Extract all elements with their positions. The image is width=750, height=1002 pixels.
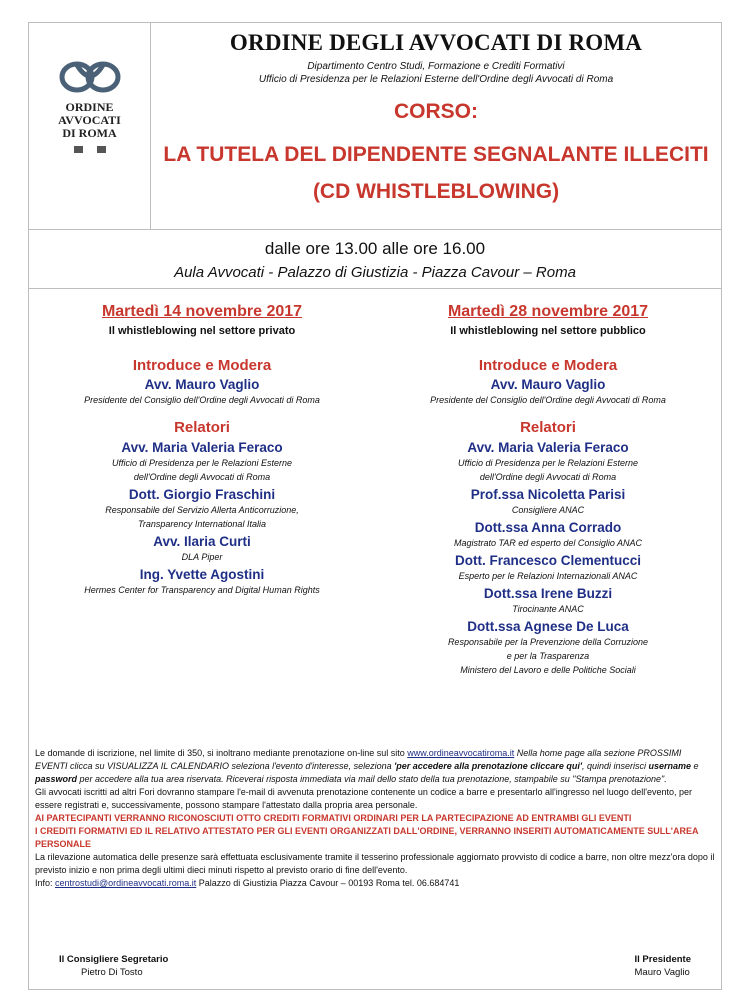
intro-label: Introduce e Modera — [132, 357, 272, 374]
registration-paragraph: Le domande di iscrizione, nel limite di 350, si inoltrano mediante prenotazione on-line sul sito www.ordineavvocatiroma.it Nella home page alla sezione PROSSIMI EVENTI clicca su VISUALIZZA IL CALENDARIO seleziona l'evento d'interesse, seleziona 'per accedere alla prenotazione cliccare qui', quindi inserisci username e password per accedere alla tua area riservata. Riceverai risposta immediata via mail dello stato della tua prenotazione, stampabile su "Stampa prenotazione". — [35, 748, 699, 784]
logo-line-1: ORDINE — [65, 100, 114, 114]
speaker — [29, 567, 375, 596]
moderator-name: Avv. Mauro Vaglio — [144, 377, 260, 392]
speaker-desc: Ufficio di Presidenza per le Relazioni Esterne — [111, 458, 293, 468]
speaker-desc: dell'Ordine degli Avvocati di Roma — [479, 472, 617, 482]
speaker-desc: Hermes Center for Transparency and Digital Human Rights — [84, 585, 320, 595]
president-signature: Il Presidente Mauro Vaglio — [634, 954, 691, 978]
dept-line-1: Dipartimento Centro Studi, Formazione e Crediti Formativi — [307, 61, 565, 72]
speaker-desc: Esperto per le Relazioni Internazionali ANAC — [458, 571, 638, 581]
speaker-name: Avv. Maria Valeria Feraco — [467, 440, 629, 455]
speaker-desc: Responsabile del Servizio Allerta Anticorruzione, — [105, 505, 299, 515]
event-topic: Il whistleblowing nel settore privato — [108, 325, 296, 337]
speaker-desc: Transparency International Italia — [138, 519, 266, 529]
venue: Aula Avvocati - Palazzo di Giustizia - Piazza Cavour – Roma — [174, 264, 576, 281]
speaker-name: Dott. Giorgio Fraschini — [128, 487, 276, 502]
course-subtitle: (CD WHISTLEBLOWING) — [312, 180, 560, 203]
logo-line-3: DI ROMA — [62, 126, 117, 140]
department — [151, 60, 721, 86]
speaker-desc: Consigliere ANAC — [511, 505, 585, 515]
speaker — [375, 553, 721, 582]
secretary-signature: Il Consigliere Segretario Pietro Di Tosto — [59, 954, 169, 978]
other-fori-paragraph: Gli avvocati iscritti ad altri Fori dovranno stampare l'e-mail di avvenuta prenotazione contenente un codice a barre e presentarlo all'ingresso nel luogo dell'evento, per essere registrati e, successivamente, possono stampare l'attestato dalla propria area personale. — [35, 787, 693, 810]
speaker-name: Avv. Maria Valeria Feraco — [121, 440, 283, 455]
event-topic: Il whistleblowing nel settore pubblico — [450, 325, 646, 337]
ordine-logo-icon — [57, 57, 123, 97]
speaker — [375, 520, 721, 549]
logo-line-2: AVVOCATI — [58, 113, 121, 127]
speaker-desc: e per la Trasparenza — [506, 651, 590, 661]
flyer-page — [28, 22, 722, 990]
header — [29, 23, 721, 230]
moderator-desc: Presidente del Consiglio dell'Ordine degli Avvocati di Roma — [84, 395, 320, 405]
relatori-label: Relatori — [174, 419, 230, 436]
speaker-name: Ing. Yvette Agostini — [139, 567, 265, 582]
info-email-link[interactable]: centrostudi@ordineavvocati.roma.it — [55, 878, 197, 888]
header-text — [151, 23, 721, 229]
speaker — [375, 619, 721, 676]
signatures — [59, 953, 691, 979]
dept-line-2: Ufficio di Presidenza per le Relazioni Esterne dell'Ordine degli Avvocati di Roma — [258, 74, 614, 85]
speaker-desc: Ministero del Lavoro e delle Politiche Sociali — [460, 665, 636, 675]
website-link[interactable]: www.ordineavvocatiroma.it — [407, 748, 515, 758]
attendance-paragraph: La rilevazione automatica delle presenze sarà effettuata esclusivamente tramite il tesserino professionale aggiornato provvisto di codice a barre, non oltre mezz'ora dopo il previsto inizio e non prima degli ultimi dieci minuti rispetto al previsto orario di fine dell'evento. — [35, 852, 715, 875]
event-date: Martedì 28 novembre 2017 — [447, 303, 649, 320]
event-date: Martedì 14 novembre 2017 — [101, 303, 303, 320]
moderator-desc: Presidente del Consiglio dell'Ordine degli Avvocati di Roma — [430, 395, 666, 405]
footer-notes — [35, 747, 715, 890]
credits-auto-notice: I CREDITI FORMATIVI ED IL RELATIVO ATTESTATO PER GLI EVENTI ORGANIZZATI DALL'ORDINE, VERRANNO INSERITI AUTOMATICAMENTE SULL'AREA PERSONALE — [35, 826, 699, 849]
course-title: LA TUTELA DEL DIPENDENTE SEGNALANTE ILLECITI — [163, 143, 709, 166]
speaker — [29, 487, 375, 530]
moderator-name: Avv. Mauro Vaglio — [490, 377, 606, 392]
speaker-desc: Tirocinante ANAC — [512, 604, 584, 614]
speaker-desc: Magistrato TAR ed esperto del Consiglio ANAC — [453, 538, 643, 548]
speaker-desc: Responsabile per la Prevenzione della Corruzione — [447, 637, 649, 647]
credits-notice: AI PARTECIPANTI VERRANNO RICONOSCIUTI OTTO CREDITI FORMATIVI ORDINARI PER LA PARTECIPAZIONE AD ENTRAMBI GLI EVENTI — [35, 813, 632, 823]
speaker — [375, 586, 721, 615]
speaker-name: Dott. Francesco Clementucci — [454, 553, 642, 568]
relatori-label: Relatori — [520, 419, 576, 436]
logo-cell — [29, 23, 151, 229]
logo-marks — [74, 146, 106, 153]
logo-text — [58, 101, 121, 140]
speaker — [375, 487, 721, 516]
speaker-name: Dott.ssa Agnese De Luca — [467, 619, 629, 634]
schedule — [29, 230, 721, 289]
time: dalle ore 13.00 alle ore 16.00 — [264, 239, 486, 258]
speaker — [375, 440, 721, 483]
speaker-desc: Ufficio di Presidenza per le Relazioni Esterne — [457, 458, 639, 468]
corso-label: CORSO: — [394, 100, 478, 123]
intro-label: Introduce e Modera — [478, 357, 618, 374]
speaker-name: Dott.ssa Irene Buzzi — [483, 586, 613, 601]
speaker — [29, 534, 375, 563]
left-column — [29, 303, 375, 676]
speaker-desc: dell'Ordine degli Avvocati di Roma — [133, 472, 271, 482]
info-line: Info: centrostudi@ordineavvocati.roma.it Palazzo di Giustizia Piazza Cavour – 00193 Roma tel. 06.684741 — [35, 878, 460, 888]
program-columns — [29, 303, 721, 676]
speaker — [29, 440, 375, 483]
speaker-desc: DLA Piper — [181, 552, 223, 562]
speaker-name: Dott.ssa Anna Corrado — [474, 520, 622, 535]
right-column — [375, 303, 721, 676]
org-title: ORDINE DEGLI AVVOCATI DI ROMA — [229, 30, 643, 55]
speaker-name: Avv. Ilaria Curti — [153, 534, 251, 549]
speaker-name: Prof.ssa Nicoletta Parisi — [470, 487, 626, 502]
